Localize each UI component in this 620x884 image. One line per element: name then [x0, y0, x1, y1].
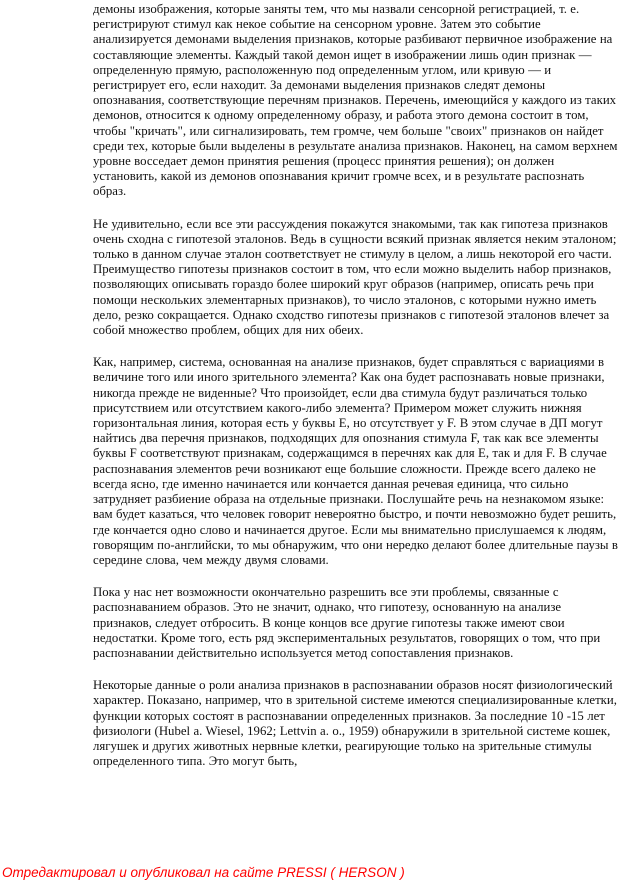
- text-block: [93, 2, 620, 769]
- paragraph: Не удивительно, если все эти рассуждения покажутся знакомыми, так как гипотеза признаков очень сходна с гипотезой эталонов. Ведь в сущности всякий признак является неким эталоном; только в данном случае эталон соответствует не стимулу в целом, а лишь некоторой его части. Преимущество гипотезы признаков состоит в том, что если можно выделить набор признаков, позволяющих описывать гораздо более широкий круг образов (например, описать речь при помощи нескольких элементарных признаков), то число эталонов, с которыми нужно иметь дело, резко сокращается. Однако сходство гипотезы признаков с гипотезой эталонов влечет за собой множество проблем, общих для них обеих.: [93, 216, 617, 338]
- document-page: [93, 2, 620, 786]
- publisher-credit: Отредактировал и опубликовал на сайте PRESSI ( HERSON ): [2, 865, 405, 880]
- paragraph: Пока у нас нет возможности окончательно разрешить все эти проблемы, связанные с распознаванием образов. Это не значит, однако, что гипотезу, основанную на анализе признаков, следует отбросить. В конце концов все другие гипотезы также имеют свои недостатки. Кроме того, есть ряд экспериментальных результатов, говорящих о том, что при распознавании действительно используется метод сопоставления признаков.: [93, 585, 601, 660]
- paragraph: Как, например, система, основанная на анализе признаков, будет справляться с вариациями в величине того или иного зрительного элемента? Как она будет распознавать новые признаки, никогда прежде не виденные? Что произойдет, если два стимула будут различаться только присутствием или отсутствием какого-либо элемента? Примером может служить нижняя горизонтальная линия, которая есть у буквы Е, но отсутствует у F. В этом случае в ДП могут найтись два перечня признаков, подходящих для опознания стимула F, так как все элементы буквы F соответствуют признакам, содержащимся в перечнях как для Е, так и для F. В случае распознавания элементов речи возникают еще большие сложности. Прежде всего далеко не всегда ясно, где именно начинается или кончается данная речевая единица, что сильно затрудняет разбиение образа на отдельные признаки. Послушайте речь на незнакомом языке: вам будет казаться, что человек говорит невероятно быстро, и почти невозможно будет решить, где кончается одно слово и начинается другое. Если мы внимательно прислушаемся к людям, говорящим по-английски, то мы обнаружим, что они нередко делают более длительные паузы в середине слова, чем между двумя словами.: [93, 355, 618, 567]
- paragraph: Некоторые данные о роли анализа признаков в распознавании образов носят физиологический характер. Показано, например, что в зрительной системе имеются специализированные клетки, функции которых состоят в распознавании определенных признаков. За последние 10 -15 лет физиологи (Hubel a. Wiesel, 1962; Lettvin a. o., 1959) обнаружили в зрительной системе кошек, лягушек и других животных нервные клетки, реагирующие только на зрительные стимулы определенного типа. Это могут быть,: [93, 678, 617, 769]
- paragraph: демоны изображения, которые заняты тем, что мы назвали сенсорной регистрацией, т. е. регистрируют стимул как некое событие на сенсорном уровне. Затем это событие анализируется демонами выделения признаков, которые разбивают первичное изображение на составляющие элементы. Каждый такой демон ищет в изображении лишь один признак — определенную прямую, расположенную под определенным углом, или кривую — и регистрирует его, если находит. За демонами выделения признаков следят демоны опознавания, соответствующие перечням признаков. Перечень, имеющийся у каждого из таких демонов, относится к одному определенному образу, и работа этого демона состоит в том, чтобы "кричать", или сигнализировать, тем громче, чем больше "своих" признаков он найдет среди тех, которые были выделены в результате анализа признаков. Наконец, на самом верхнем уровне восседает демон принятия решения (процесс принятия решения); он должен установить, какой из демонов опознавания кричит громче всех, и в результате распознать образ.: [93, 2, 618, 199]
